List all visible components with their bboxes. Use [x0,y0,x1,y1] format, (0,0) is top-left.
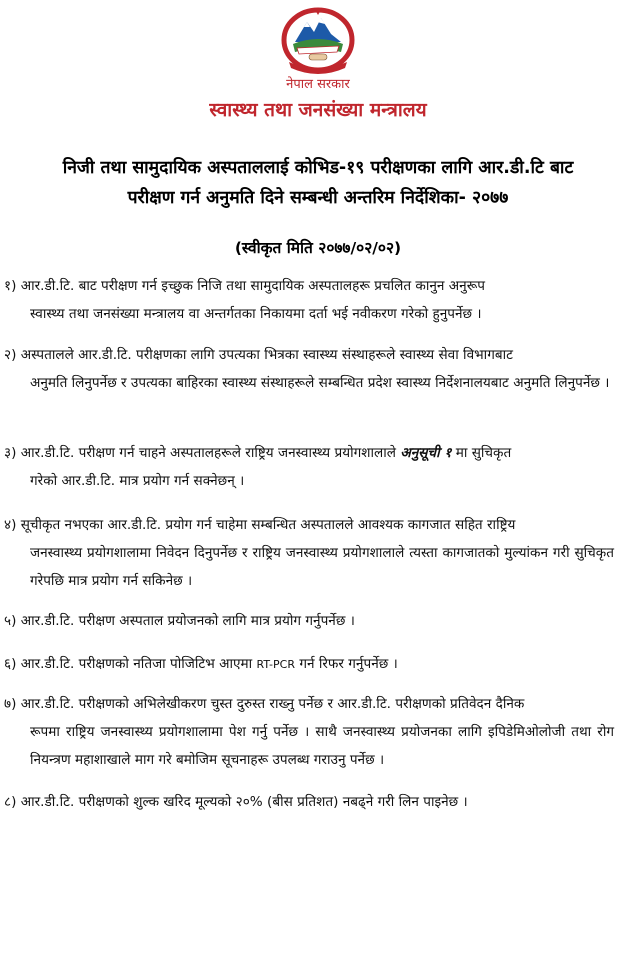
clause-text: अस्पतालले आर.डी.टि. परीक्षणका लागि उपत्यका भित्रका स्वास्थ्य संस्थाहरूले स्वास्थ्य सेवा विभागबाट [20,347,513,363]
clause-8 [4,788,614,816]
clause-5 [4,607,614,635]
ministry-name: स्वास्थ्य तथा जनसंख्या मन्त्रालय [209,99,427,121]
clause-number: २) [4,347,17,363]
clause-number: ६) [4,656,17,672]
clause-text: गर्न रिफर गर्नुपर्नेछ । [299,656,398,672]
government-name: नेपाल सरकार [286,77,350,92]
clause-text: आर.डी.टि. परीक्षण अस्पताल प्रयोजनको लागि मात्र प्रयोग गर्नुपर्नेछ । [20,613,355,629]
clause-text-continued: रूपमा राष्ट्रिय जनस्वास्थ्य प्रयोगशालामा पेश गर्नु पर्नेछ । साथै जनस्वास्थ्य प्रयोजनका लागि इपिडेमिओलोजी तथा रोग नियन्त्रण महाशाखाले माग गरे बमोजिम सूचनाहरू उपलब्ध गराउनु पर्नेछ । [30,724,614,768]
clause-text: आर.डी.टि. परीक्षणको अभिलेखीकरण चुस्त दुरुस्त राख्नु पर्नेछ र आर.डी.टि. परीक्षणको प्रतिवेदन दैनिक [20,696,525,712]
clause-text: आर.डी.टि. बाट परीक्षण गर्न इच्छुक निजि तथा सामुदायिक अस्पतालहरू प्रचलित कानुन अनुरूप [20,278,485,294]
clause-3 [4,439,614,495]
annex-reference: अनुसूची १ [400,445,452,461]
clause-text-continued: गरेको आर.डी.टि. मात्र प्रयोग गर्न सक्नेछन् । [30,473,245,489]
clause-text-continued: जनस्वास्थ्य प्रयोगशालामा निवेदन दिनुपर्नेछ र राष्ट्रिय जनस्वास्थ्य प्रयोगशालाले त्यस्ता कागजातको मुल्यांकन गरी सुचिकृत गरेपछि मात्र प्रयोग गर्न सकिनेछ । [30,545,614,589]
clause-2 [4,341,614,397]
clause-text: आर.डी.टि. परीक्षण गर्न चाहने अस्पतालहरूले राष्ट्रिय जनस्वास्थ्य प्रयोगशालाले [20,445,396,461]
clause-text: आर.डी.टि. परीक्षणको नतिजा पोजिटिभ आएमा [20,656,253,672]
clause-text: आर.डी.टि. परीक्षणको शुल्क खरिद मूल्यको २०% (बीस प्रतिशत) नबढ्ने गरी लिन पाइनेछ । [20,794,468,810]
clause-4 [4,511,614,595]
clause-text: सूचीकृत नभएका आर.डी.टि. प्रयोग गर्न चाहेमा सम्बन्धित अस्पतालले आवश्यक कागजात सहित राष्ट्रिय [20,517,516,533]
title-line-2: परीक्षण गर्न अनुमति दिने सम्बन्धी अन्तरिम निर्देशिका- २०७७ [127,188,509,208]
test-code: RT-PCR [256,658,295,671]
clause-number: १) [4,278,17,294]
clause-text: मा सुचिकृत [455,445,512,461]
title-line-1: निजी तथा सामुदायिक अस्पताललाई कोभिड-१९ परीक्षणका लागि आर.डी.टि बाट [62,158,574,178]
clause-7 [4,690,614,774]
clause-number: ४) [4,517,17,533]
clause-text-continued: स्वास्थ्य तथा जनसंख्या मन्त्रालय वा अन्तर्गतका निकायमा दर्ता भई नवीकरण गरेको हुनुपर्नेछ । [30,306,482,322]
clause-1 [4,272,614,328]
clause-text-continued: अनुमति लिनुपर्नेछ र उपत्यका बाहिरका स्वास्थ्य संस्थाहरूले सम्बन्धित प्रदेश स्वास्थ्य निर्देशनालयबाट अनुमति लिनुपर्नेछ । [30,375,610,391]
clause-number: ३) [4,445,17,461]
clause-number: ८) [4,794,17,810]
clause-number: ७) [4,696,17,712]
clause-number: ५) [4,613,17,629]
approval-date: (स्वीकृत मिति २०७७/०२/०२) [234,239,402,257]
clause-6 [4,650,614,679]
